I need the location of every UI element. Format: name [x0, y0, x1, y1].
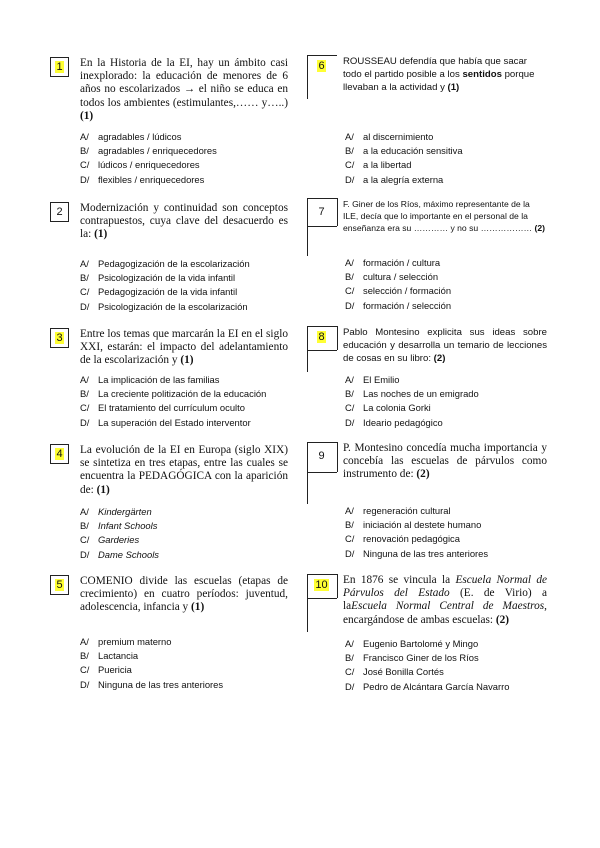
question-9: [307, 442, 547, 562]
option-c[interactable]: C/ José Bonilla Cortés: [345, 666, 444, 678]
number-tab-vline: [307, 198, 308, 256]
question-5: [50, 575, 290, 695]
option-b[interactable]: B/ La creciente politización de la educación: [80, 388, 267, 400]
question-text: En 1876 se vincula la Escuela Normal de Párvulos del Estado (E. de Virio) a laEscuela Normal Central de Maestros, encargándose de ambas escuelas: (2): [343, 574, 547, 626]
options-list: [345, 256, 451, 313]
number-tab-line: [307, 326, 337, 327]
option-d[interactable]: D/ a la alegría externa: [345, 173, 444, 185]
number-tab-vline: [307, 55, 308, 99]
number-tab-vline: [307, 574, 308, 632]
option-d[interactable]: D/ Psicologización de la escolarización: [80, 300, 248, 312]
option-b[interactable]: B/ Infant Schools: [80, 520, 158, 532]
option-d[interactable]: D/ flexibles / enriquecedores: [80, 173, 205, 185]
question-number-box: 2: [50, 202, 69, 222]
question-number-box: 5: [50, 575, 69, 595]
number-tab-vline: [307, 442, 308, 504]
option-b[interactable]: B/ iniciación al destete humano: [345, 519, 482, 531]
question-number-box: 10: [315, 579, 328, 591]
number-tab-line: [307, 350, 337, 351]
option-b[interactable]: B/ a la educación sensitiva: [345, 145, 463, 157]
option-b[interactable]: B/ agradables / enriquecedores: [80, 145, 217, 157]
number-tab-vline: [337, 326, 338, 350]
option-b[interactable]: B/ Las noches de un emigrado: [345, 388, 479, 400]
option-d[interactable]: D/ Ninguna de las tres anteriores: [345, 547, 489, 559]
question-10: [307, 574, 547, 699]
question-2: [50, 202, 290, 317]
option-a[interactable]: A/ al discernimiento: [345, 131, 434, 142]
option-a[interactable]: A/ Pedagogización de la escolarización: [80, 258, 250, 269]
question-number-box: 8: [318, 331, 325, 343]
options-list: [345, 504, 488, 561]
option-d[interactable]: D/ Ninguna de las tres anteriores: [80, 678, 224, 690]
number-tab-line: [307, 55, 337, 56]
option-d[interactable]: D/ Ideario pedagógico: [345, 416, 443, 428]
question-number-box: 3: [50, 328, 69, 348]
question-7: [307, 198, 547, 318]
options-list: [345, 637, 509, 694]
number-tab-line: [307, 472, 337, 473]
question-text: Modernización y continuidad son conceptos contrapuestos, cuya clave del desacuerdo es la: (1): [80, 202, 288, 241]
option-d[interactable]: D/ Pedro de Alcántara García Navarro: [345, 680, 510, 692]
option-c[interactable]: C/ Puericia: [80, 664, 132, 676]
number-tab-line: [307, 226, 337, 227]
option-c[interactable]: C/ lúdicos / enriquecedores: [80, 159, 200, 171]
option-b[interactable]: B/ Lactancia: [80, 650, 139, 662]
option-c[interactable]: C/ a la libertad: [345, 159, 412, 171]
option-a[interactable]: A/ regeneración cultural: [345, 505, 451, 516]
question-number-box: 1: [50, 57, 69, 77]
question-text: F. Giner de los Ríos, máximo representante de la ILE, decía que lo importante en el personal de la enseñanza era su ………… y no su ……………… (2): [343, 199, 546, 233]
option-a[interactable]: A/ agradables / lúdicos: [80, 131, 182, 142]
question-text: COMENIO divide las escuelas (etapas de crecimiento) en cuatro períodos: juventud, adolescencia, infancia y (1): [80, 575, 288, 614]
option-d[interactable]: D/ formación / selección: [345, 299, 452, 311]
options-list: [345, 130, 463, 187]
question-number-box: 9: [318, 450, 325, 462]
question-text: P. Montesino concedía mucha importancia y concebía las escuelas de párvulos como instrumento de: (2): [343, 442, 547, 481]
question-6: [307, 55, 547, 190]
question-text: En la Historia de la EI, hay un ámbito casi inexplorado: la educación de menores de 6 años no escolarizados → el niño se educa en todos los ambientes (estimulantes,…… y…..) (1): [80, 57, 289, 122]
option-b[interactable]: B/ cultura / selección: [345, 271, 439, 283]
question-text: ROUSSEAU defendía que había que sacar todo el partido posible a los sentidos porque llevaban a la actividad y (1): [343, 56, 535, 93]
options-list: [80, 257, 250, 314]
option-a[interactable]: A/ Kindergärten: [80, 506, 152, 517]
option-c[interactable]: C/ El tratamiento del currículum oculto: [80, 402, 245, 414]
number-tab-line: [307, 442, 337, 443]
option-a[interactable]: A/ El Emilio: [345, 374, 400, 385]
option-c[interactable]: C/ renovación pedagógica: [345, 533, 460, 545]
question-8: [307, 326, 547, 436]
question-number-box: 7: [318, 206, 325, 218]
question-number-box: 6: [318, 60, 325, 72]
options-list: [80, 130, 217, 187]
option-a[interactable]: A/ La implicación de las familias: [80, 374, 220, 385]
option-a[interactable]: A/ premium materno: [80, 636, 172, 647]
options-list: [80, 505, 159, 562]
question-number-box: 4: [50, 444, 69, 464]
option-c[interactable]: C/ Pedagogización de la vida infantil: [80, 286, 238, 298]
number-tab-line: [307, 198, 337, 199]
question-3: [50, 328, 290, 433]
option-b[interactable]: B/ Psicologización de la vida infantil: [80, 272, 236, 284]
number-tab-line: [307, 574, 337, 575]
options-list: [80, 635, 223, 692]
option-d[interactable]: D/ La superación del Estado interventor: [80, 416, 251, 428]
option-a[interactable]: A/ formación / cultura: [345, 257, 441, 268]
option-c[interactable]: C/ La colonia Gorki: [345, 402, 431, 414]
question-4: [50, 444, 290, 562]
number-tab-vline: [307, 326, 308, 372]
number-tab-vline: [337, 198, 338, 226]
option-c[interactable]: C/ selección / formación: [345, 285, 452, 297]
number-tab-vline: [337, 442, 338, 472]
question-text: Pablo Montesino explicita sus ideas sobre educación y desarrolla un temario de lecciones de cosas en su libro: (2): [343, 327, 547, 364]
question-text: La evolución de la EI en Europa (siglo XIX) se sintetiza en tres etapas, entre las cuales se encuentra la PEDAGÓGICA con la aparición de: (1): [80, 444, 288, 496]
option-c[interactable]: C/ Garderies: [80, 534, 140, 546]
number-tab-line: [307, 598, 337, 599]
question-text: Entre los temas que marcarán la EI en el siglo XXI, estarán: el impacto del adelantamiento de la escolarización y (1): [80, 328, 288, 367]
question-1: [50, 57, 290, 192]
option-b[interactable]: B/ Francisco Giner de los Ríos: [345, 652, 479, 664]
arrow-icon: →: [183, 83, 196, 96]
option-a[interactable]: A/ Eugenio Bartolomé y Mingo: [345, 638, 479, 649]
option-d[interactable]: D/ Dame Schools: [80, 548, 159, 560]
number-tab-vline: [337, 574, 338, 598]
options-list: [345, 373, 479, 430]
options-list: [80, 373, 266, 430]
